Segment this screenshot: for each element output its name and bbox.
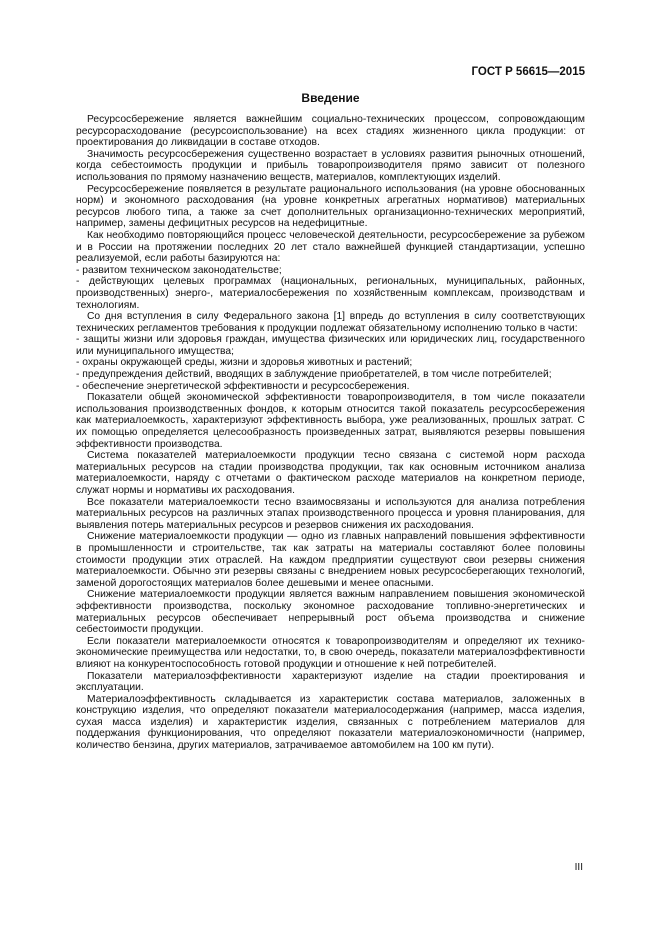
paragraph: Как необходимо повторяющийся процесс человеческой деятельности, ресурсосбережение за рубежом и в России на протяжении последних 20 лет стало важнейшей функцией стандартизации, успешно реализуемой, если работы базируются на: [76, 229, 585, 265]
list-item: - развитом техническом законодательстве; [76, 264, 282, 276]
list-item: - действующих целевых программах (национальных, региональных, муниципальных, районных, производственных) энерго-, материалосбережения по хозяйственным комплексам, производствам и технологиям. [76, 276, 585, 311]
paragraph: Снижение материалоемкости продукции является важным направлением повышения экономической эффективности производства, поскольку экономное расходование топливно-энергетических и материальных ресурсов обеспечивает непрерывный рост объема производства и снижение себестоимости продукции. [76, 589, 585, 636]
paragraph: Материалоэффективность складывается из характеристик состава материалов, заложенных в конструкцию изделия, что определяют показатели материалосодержания (например, масса изделия, сухая масса изделия) и характеристик изделия, связанных с потреблением материалов для поддержания функционирования, что определяют показатели материалоэкономичности (например, количество бензина, других материалов, затрачиваемое автомобилем на 100 км пути). [76, 693, 585, 752]
paragraph: Ресурсосбережение является важнейшим социально-технических процессом, сопровождающим ресурсорасходование (ресурсоиспользование) на всех стадиях жизненного цикла продукции: от проектирования до ликвидации в составе отходов. [76, 114, 585, 149]
paragraph: Значимость ресурсосбережения существенно возрастает в условиях развития рыночных отношений, когда себестоимость продукции и прибыль товаропроизводителя прямо зависит от полезного использования по прямому назначению веществ, материалов, комплектующих изделий. [76, 148, 585, 183]
paragraph: Если показатели материалоемкости относятся к товаропроизводителям и определяют их технико-экономические преимущества или недостатки, то, в свою очередь, показатели материалоэффективности влияют на конкурентоспособность готовой продукции и отношение к ней потребителей. [76, 635, 585, 670]
list-item: - предупреждения действий, вводящих в заблуждение приобретателей, в том числе потребителей; [76, 369, 552, 381]
paragraph: Ресурсосбережение появляется в результате рационального использования (на уровне обоснованных норм) и экономного расходования (на уровне конкретных агрегатных нормативов) материальных ресурсов любого типа, а также за счет дополнительных организационно-технических мероприятий, например, замены дефицитных ресурсов на недефицитные. [76, 183, 585, 230]
body-text [76, 114, 585, 752]
paragraph: Все показатели материалоемкости тесно взаимосвязаны и используются для анализа потребления материальных ресурсов на различных этапах производственного процесса и уровня планирования, для выявления потерь материальных ресурсов и резервов снижения их расходования. [76, 496, 585, 531]
list-item: - защиты жизни или здоровья граждан, имущества физических или юридических лиц, государственного или муниципального имущества; [76, 334, 585, 357]
page-number: III [574, 862, 583, 873]
list-item: - обеспечение энергетической эффективности и ресурсосбережения. [76, 380, 410, 392]
paragraph: Снижение материалоемкости продукции — одно из главных направлений повышения эффективности в промышленности и строительстве, так как затраты на материалы составляют более половины стоимости продукции этих отраслей. На каждом предприятии существуют свои резервы снижения материалоемкости. Обычно эти резервы связаны с внедрением новых ресурсосберегающих технологий, заменой дорогостоящих материалов более дешевыми и менее опасными. [76, 531, 585, 589]
paragraph: Система показателей материалоемкости продукции тесно связана с системой норм расхода материальных ресурсов на стадии производства продукции, так как основным источником анализа материалоемкости, наряду с отчетами о фактическом расходе материалов на конкретном периоде, служат нормы и нормативы их расходования. [76, 450, 585, 496]
list-item: - охраны окружающей среды, жизни и здоровья животных и растений; [76, 357, 413, 369]
page-title: Введение [301, 91, 360, 105]
paragraph: Показатели материалоэффективности характеризуют изделие на стадии проектирования и эксплуатации. [76, 670, 585, 694]
paragraph: Показатели общей экономической эффективности товаропроизводителя, в том числе показатели использования производственных фондов, к которым относится такой показатель ресурсосбережения как материалоемкость, характеризуют эффективность выбора, уже реализованных, прошлых затрат. С их помощью определяется целесообразность произведенных затрат, выявляются резервы повышения эффективности производства. [76, 392, 585, 450]
paragraph: Со дня вступления в силу Федерального закона [1] впредь до вступления в силу соответствующих технических регламентов требования к продукции подлежат обязательному исполнению только в части: [76, 311, 585, 334]
standard-code: ГОСТ Р 56615—2015 [471, 66, 585, 78]
